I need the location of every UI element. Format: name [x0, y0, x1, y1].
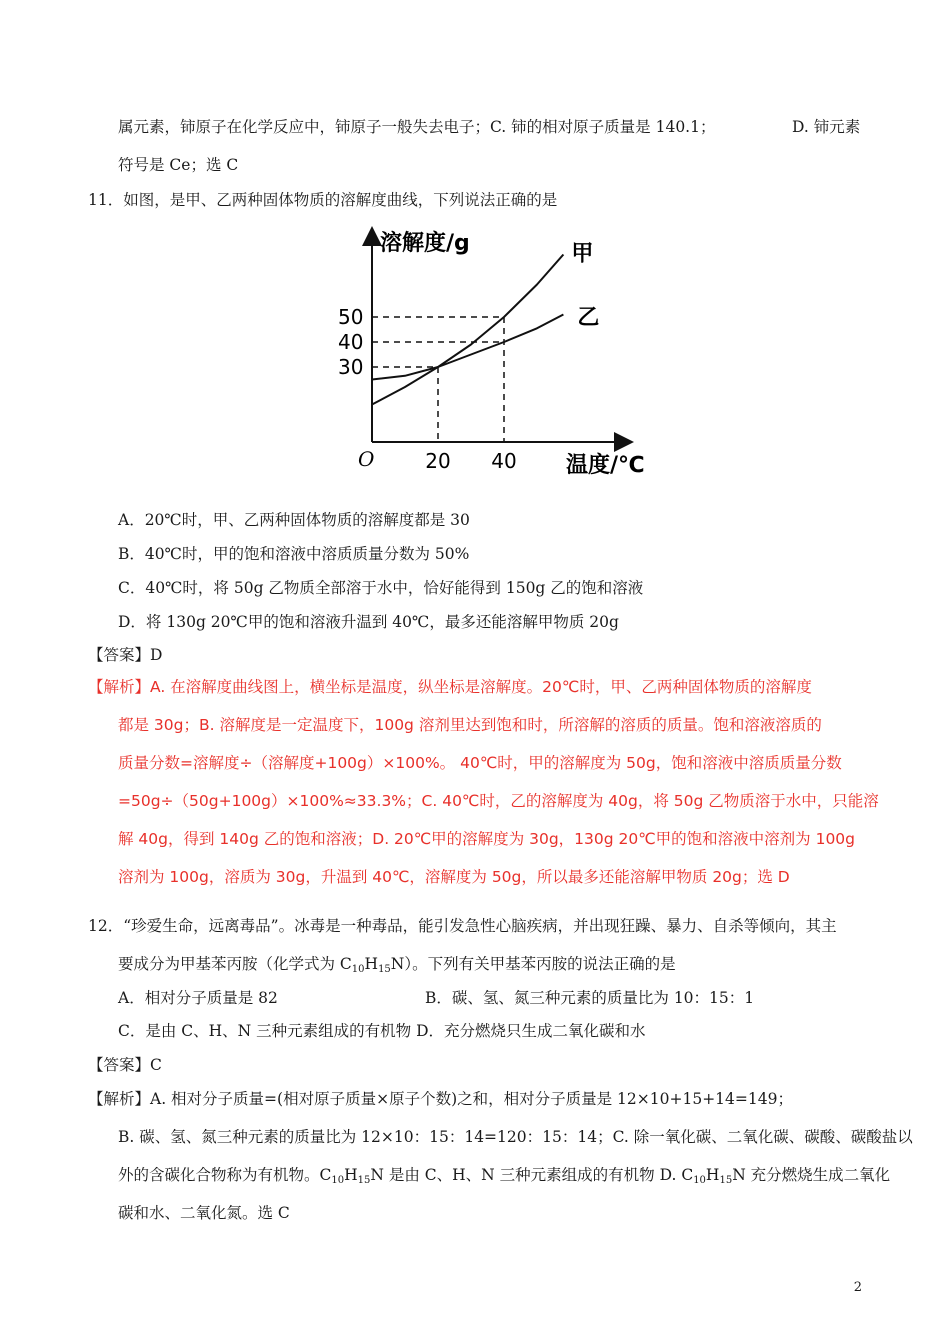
q11-analysis-5: 解 40g，得到 140g 乙的饱和溶液；D. 20℃甲的溶解度为 30g，130g 20℃甲的饱和溶液中溶剂为 100g: [118, 830, 856, 848]
guide-lines: [372, 317, 504, 442]
q12-analysis-4: 碳和水、二氧化氮。选 C: [118, 1204, 290, 1222]
q12-option-cd: C．是由 C、H、N 三种元素组成的有机物 D．充分燃烧只生成二氧化碳和水: [118, 1022, 646, 1040]
curves: [372, 255, 563, 405]
y-tick-40: 40: [338, 330, 364, 354]
prev-line-1b: D. 铈元素: [792, 118, 861, 136]
x-tick-20: 20: [425, 449, 451, 473]
q11-answer: 【答案】D: [88, 646, 163, 664]
x-tick-40: 40: [491, 449, 517, 473]
q11-option-b: B．40℃时，甲的饱和溶液中溶质质量分数为 50%: [118, 545, 470, 563]
series-label-jia: 甲: [571, 241, 594, 267]
y-axis-label: 溶解度/g: [380, 231, 470, 256]
q12-analysis-3: 外的含碳化合物称为有机物。$C_{10}H_{15}N$ 是由 C、H、N 三种元素组成的有机物 D. $C_{10}H_{15}N$ 充分燃烧生成二氧化: [118, 1166, 891, 1186]
q11-option-a: A．20℃时，甲、乙两种固体物质的溶解度都是 30: [118, 511, 470, 529]
solubility-chart: [330, 222, 660, 484]
q11-analysis-4: =50g÷（50g+100g）×100%≈33.3%；C. 40℃时，乙的溶解度为 40g，将 50g 乙物质溶于水中，只能溶: [118, 792, 879, 810]
prev-line-1: 属元素，铈原子在化学反应中，铈原子一般失去电子；C. 铈的相对原子质量是 140.1；: [118, 118, 716, 136]
q12-answer: 【答案】C: [88, 1056, 162, 1074]
q11-stem: 11．如图，是甲、乙两种固体物质的溶解度曲线，下列说法正确的是: [88, 191, 558, 209]
q12-option-a: A．相对分子质量是 82: [118, 989, 278, 1007]
origin-label: O: [358, 447, 375, 471]
q12-stem-1: 12．“珍爱生命，远离毒品”。冰毒是一种毒品，能引发急性心脑疾病，并出现狂躁、暴力、自杀等倾向，其主: [88, 917, 837, 935]
q12-analysis-1: 【解析】A. 相对分子质量=(相对原子质量×原子个数)之和，相对分子质量是 12×10+15+14=149；: [88, 1090, 793, 1108]
y-tick-30: 30: [338, 355, 364, 379]
q11-analysis-2: 都是 30g；B. 溶解度是一定温度下，100g 溶剂里达到饱和时，所溶解的溶质的质量。饱和溶液溶质的: [118, 716, 822, 734]
q11-analysis-6: 溶剂为 100g，溶质为 30g，升温到 40℃，溶解度为 50g，所以最多还能溶解甲物质 20g；选 D: [118, 868, 790, 886]
q12-stem-2: 要成分为甲基苯丙胺（化学式为 $C_{10}H_{15}N$）。下列有关甲基苯丙胺的说法正确的是: [118, 955, 676, 975]
q11-option-d: D．将 130g 20℃甲的饱和溶液升温到 40℃，最多还能溶解甲物质 20g: [118, 613, 619, 631]
x-axis-label: 温度/℃: [566, 453, 645, 478]
y-tick-50: 50: [338, 305, 364, 329]
prev-line-2: 符号是 Ce；选 C: [118, 156, 239, 174]
q11-analysis-1: 【解析】A. 在溶解度曲线图上，横坐标是温度，纵坐标是溶解度。20℃时，甲、乙两种固体物质的溶解度: [88, 678, 812, 696]
q11-option-c: C．40℃时，将 50g 乙物质全部溶于水中，恰好能得到 150g 乙的饱和溶液: [118, 579, 644, 597]
q11-analysis-3: 质量分数=溶解度÷（溶解度+100g）×100%。 40℃时，甲的溶解度为 50g，饱和溶液中溶质质量分数: [118, 754, 842, 772]
series-label-yi: 乙: [577, 305, 600, 331]
q12-option-b: B．碳、氢、氮三种元素的质量比为 10：15：1: [425, 989, 755, 1007]
q12-analysis-2: B. 碳、氢、氮三种元素的质量比为 12×10：15：14=120：15：14；C. 除一氧化碳、二氧化碳、碳酸、碳酸盐以: [118, 1128, 913, 1146]
page-number: 2: [853, 1280, 862, 1295]
